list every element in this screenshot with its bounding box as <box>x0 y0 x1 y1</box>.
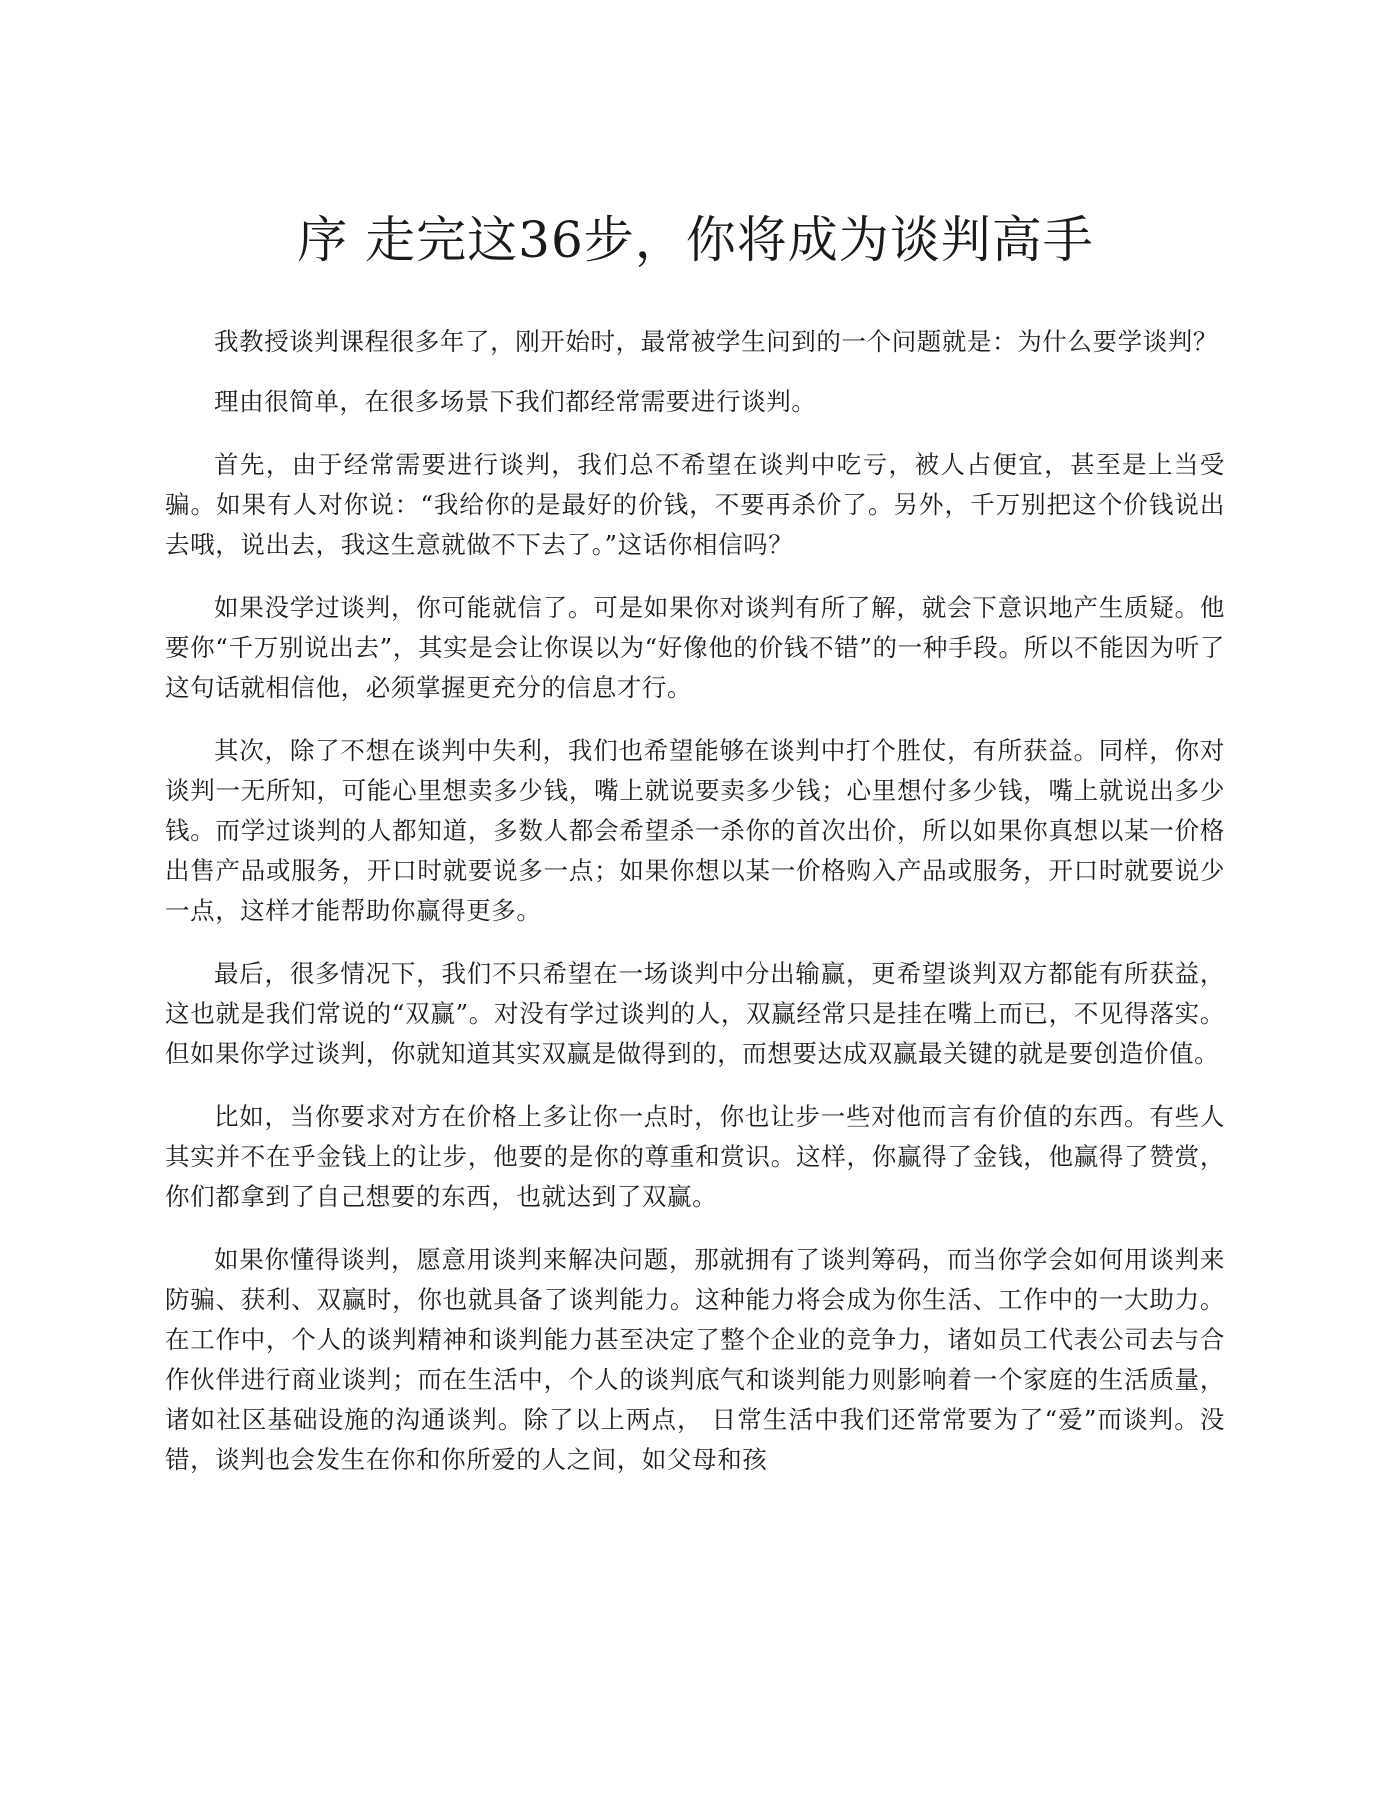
paragraph-5: 其次，除了不想在谈判中失利，我们也希望能够在谈判中打个胜仗，有所获益。同样，你对谈判一无所知，可能心里想卖多少钱，嘴上就说要卖多少钱；心里想付多少钱，嘴上就说出多少钱。而学过谈判的人都知道，多数人都会希望杀一杀你的首次出价，所以如果你真想以某一价格出售产品或服务，开口时就要说多一点；如果你想以某一价格购入产品或服务，开口时就要说少一点，这样才能帮助你赢得更多。 <box>165 736 1225 925</box>
paragraph-3: 首先，由于经常需要进行谈判，我们总不希望在谈判中吃亏，被人占便宜，甚至是上当受骗。如果有人对你说：“我给你的是最好的价钱，不要再杀价了。另外，千万别把这个价钱说出去哦，说出去，我这生意就做不下去了。”这话你相信吗？ <box>165 450 1225 559</box>
body-text <box>165 322 1225 1503</box>
paragraph-4: 如果没学过谈判，你可能就信了。可是如果你对谈判有所了解，就会下意识地产生质疑。他要你“千万别说出去”，其实是会让你误以为“好像他的价钱不错”的一种手段。所以不能因为听了这句话就相信他，必须掌握更充分的信息才行。 <box>165 593 1225 702</box>
paragraph-1: 我教授谈判课程很多年了，刚开始时，最常被学生问到的一个问题就是：为什么要学谈判？ <box>214 327 1218 356</box>
paragraph-2: 理由很简单，在很多场景下我们都经常需要进行谈判。 <box>214 387 817 416</box>
paragraph-7: 比如，当你要求对方在价格上多让你一点时，你也让步一些对他而言有价值的东西。有些人其实并不在乎金钱上的让步，他要的是你的尊重和赏识。这样，你赢得了金钱，他赢得了赞赏，你们都拿到了自己想要的东西，也就达到了双赢。 <box>165 1102 1225 1211</box>
paragraph-8: 如果你懂得谈判，愿意用谈判来解决问题，那就拥有了谈判筹码，而当你学会如何用谈判来防骗、获利、双赢时，你也就具备了谈判能力。这种能力将会成为你生活、工作中的一大助力。在工作中，个人的谈判精神和谈判能力甚至决定了整个企业的竞争力，诸如员工代表公司去与合作伙伴进行商业谈判；而在生活中，个人的谈判底气和谈判能力则影响着一个家庭的生活质量，诸如社区基础设施的沟通谈判。除了以上两点， 日常生活中我们还常常要为了“爱”而谈判。没错，谈判也会发生在你和你所爱的人之间，如父母和孩 <box>165 1245 1225 1474</box>
page-title: 序 走完这36步，你将成为谈判高手 <box>297 211 1094 269</box>
paragraph-6: 最后，很多情况下，我们不只希望在一场谈判中分出输赢，更希望谈判双方都能有所获益，这也就是我们常说的“双赢”。对没有学过谈判的人，双赢经常只是挂在嘴上而已，不见得落实。但如果你学过谈判，你就知道其实双赢是做得到的，而想要达成双赢最关键的就是要创造价值。 <box>165 959 1225 1068</box>
